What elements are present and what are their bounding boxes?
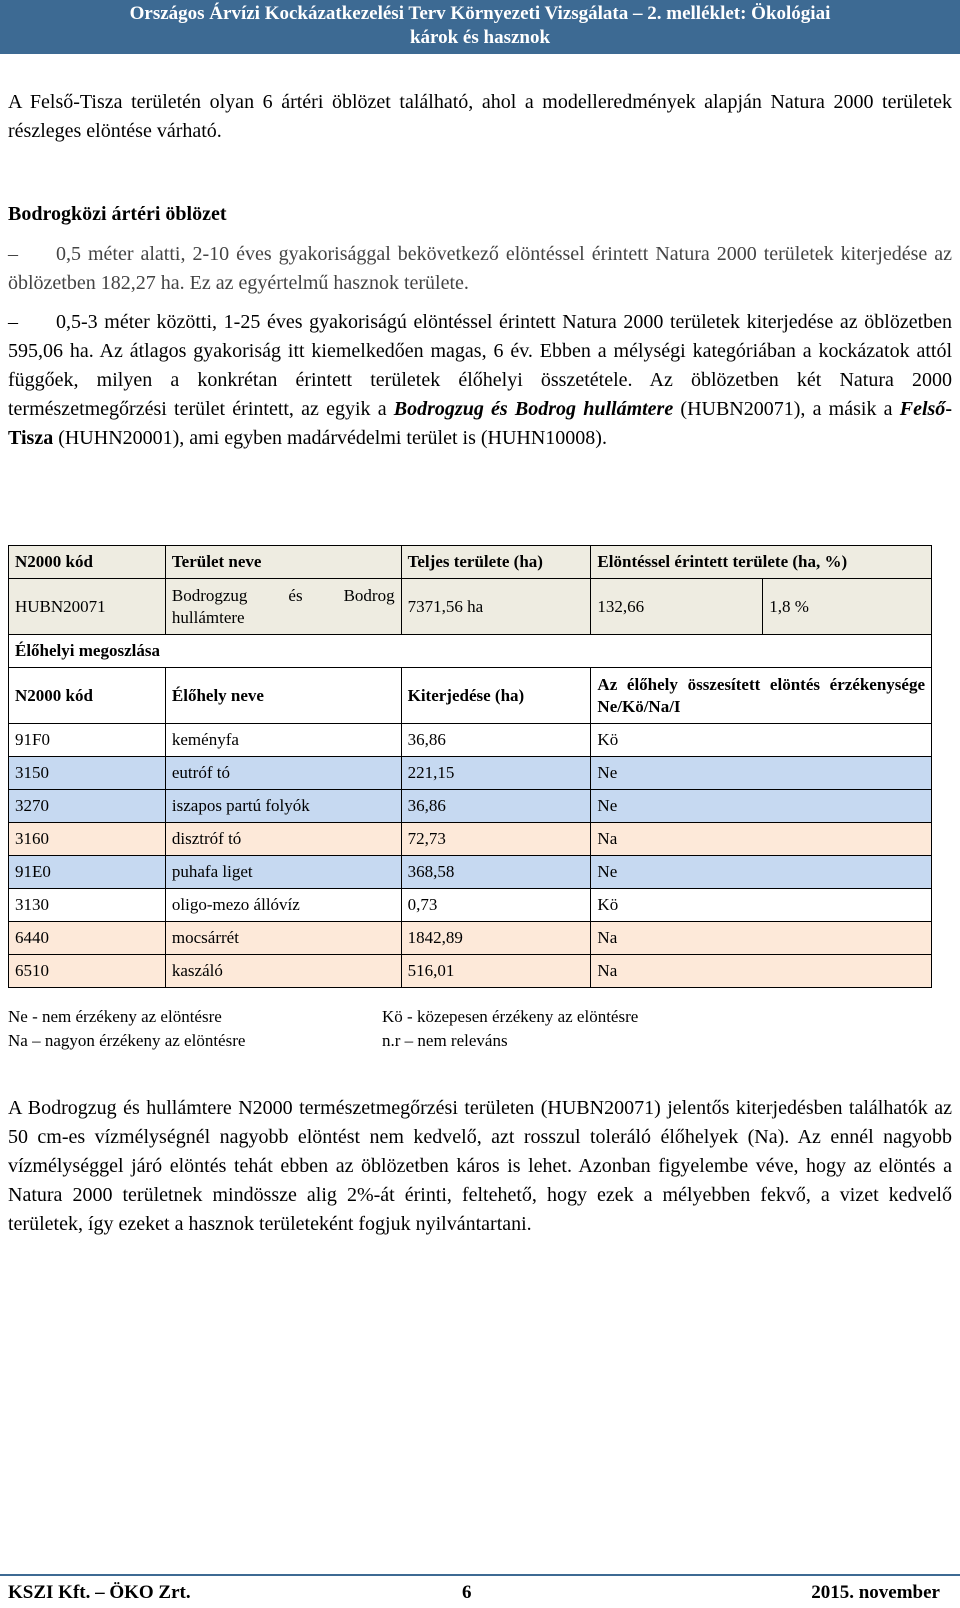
- dash-icon: –: [8, 311, 18, 333]
- row-area: 516,01: [401, 955, 591, 988]
- site-table-header: [9, 546, 932, 579]
- row-area: 0,73: [401, 889, 591, 922]
- row-area: 72,73: [401, 823, 591, 856]
- site-name: Bodrogzug és Bodrog hullámtere: [165, 579, 401, 635]
- table-row: [9, 823, 932, 856]
- col-total: Teljes területe (ha): [401, 546, 591, 579]
- site-total: 7371,56 ha: [401, 579, 591, 635]
- row-sens: Ne: [591, 856, 932, 889]
- site-affected: 132,66: [591, 579, 763, 635]
- table-row: [9, 757, 932, 790]
- row-name: oligo-mezo állóvíz: [165, 889, 401, 922]
- row-code: 3150: [9, 757, 166, 790]
- row-sens: Ne: [591, 757, 932, 790]
- bullet-1: [8, 240, 952, 298]
- row-area: 36,86: [401, 724, 591, 757]
- bullet-2: [8, 308, 952, 453]
- col-name: Terület neve: [165, 546, 401, 579]
- table-row: [9, 922, 932, 955]
- col2-code: N2000 kód: [9, 668, 166, 724]
- bullet-2-text-c: (HUBN20071), a másik a: [673, 398, 900, 420]
- row-name: keményfa: [165, 724, 401, 757]
- legend-ne: Ne - nem érzékeny az elöntésre: [8, 1007, 222, 1026]
- header-line1: Országos Árvízi Kockázatkezelési Terv Környezeti Vizsgálata – 2. melléklet: Ökológiai: [129, 3, 831, 24]
- row-sens: Na: [591, 922, 932, 955]
- table-row: [9, 856, 932, 889]
- footer-date: 2015. november: [811, 1582, 940, 1603]
- row-name: puhafa liget: [165, 856, 401, 889]
- site-percent: 1,8 %: [763, 579, 932, 635]
- col2-sens: Az élőhely összesített elöntés érzékenysége Ne/Kö/Na/I: [591, 668, 932, 724]
- row-sens: Ne: [591, 790, 932, 823]
- row-sens: Kö: [591, 889, 932, 922]
- bullet-2-site1: Bodrogzug és Bodrog hullámtere: [393, 398, 674, 420]
- row-area: 368,58: [401, 856, 591, 889]
- conclusion-paragraph: A Bodrogzug és hullámtere N2000 természetmegőrzési területen (HUBN20071) jelentős kiterjedésben találhatók az 50 cm-es vízmélységnél nagyobb elöntést nem kedvelő, azt rosszul toleráló élőhelyek (Na). Az ennél nagyobb vízmélységgel járó elöntés tehát ebben az öblözetben káros is lehet. Azonban figyelembe véve, hogy az elöntés a Natura 2000 területnek mindössze alig 2%-át érinti, feltehető, hogy ezek a mélyebben fekvő, a vizet kedvelő területek, így ezeket a hasznok területeként fogjuk nyilvántartani.: [8, 1097, 952, 1235]
- habitat-header: [9, 668, 932, 724]
- row-code: 3160: [9, 823, 166, 856]
- row-name: mocsárrét: [165, 922, 401, 955]
- intro-paragraph: A Felső-Tisza területén olyan 6 ártéri öblözet található, ahol a modelleredmények alapján Natura 2000 területek részleges elöntése várható.: [8, 91, 952, 142]
- row-name: eutróf tó: [165, 757, 401, 790]
- col-affected: Elöntéssel érintett területe (ha, %): [591, 546, 932, 579]
- table-row: [9, 955, 932, 988]
- col2-area: Kiterjedése (ha): [401, 668, 591, 724]
- row-name: disztróf tó: [165, 823, 401, 856]
- legend-nr: n.r – nem releváns: [382, 1031, 508, 1050]
- bullet-2-text-a: 0,5-3 méter közötti, 1-25 éves gyakoriságú elöntéssel érintett Natura 2000 területek kiterjedése az öblözetben 595,06 ha. Az átlagos gyakoriság itt kiemelkedően magas, 6 év. Ebben a mélységi kategóriában a kockázatok attól függőek, milyen a konkrétan érintett területek élőhelyi összetétele. Az öblözetben két Natura 2000 természetmegőrzési terület érintett, az egyik a: [8, 311, 952, 420]
- section-row: [9, 635, 932, 668]
- habitat-section-label: Élőhelyi megoszlása: [9, 635, 932, 668]
- header-line2: károk és hasznok: [409, 27, 551, 48]
- site-code: HUBN20071: [9, 579, 166, 635]
- col2-name: Élőhely neve: [165, 668, 401, 724]
- row-code: 91F0: [9, 724, 166, 757]
- row-area: 221,15: [401, 757, 591, 790]
- row-code: 3270: [9, 790, 166, 823]
- bullet-2-text-f: (HUHN20001), ami egyben madárvédelmi terület is (HUHN10008).: [53, 427, 607, 449]
- col-code: N2000 kód: [9, 546, 166, 579]
- row-code: 6440: [9, 922, 166, 955]
- section-title: Bodrogközi ártéri öblözet: [8, 203, 227, 225]
- legend-right: [382, 1005, 638, 1053]
- row-sens: Na: [591, 955, 932, 988]
- site-row: [9, 579, 932, 635]
- row-code: 91E0: [9, 856, 166, 889]
- page-footer: [0, 1574, 960, 1608]
- row-name: iszapos partú folyók: [165, 790, 401, 823]
- table-row: [9, 790, 932, 823]
- row-code: 6510: [9, 955, 166, 988]
- footer-company: KSZI Kft. – ÖKO Zrt.: [8, 1582, 191, 1603]
- row-name: kaszáló: [165, 955, 401, 988]
- site-table: [8, 545, 932, 988]
- table-row: [9, 889, 932, 922]
- row-code: 3130: [9, 889, 166, 922]
- bullet-1-text: 0,5 méter alatti, 2-10 éves gyakorisággal bekövetkező elöntéssel érintett Natura 2000 területek kiterjedése az öblözetben 182,27 ha. Ez az egyértelmű hasznok területe.: [8, 243, 952, 294]
- bullet-2-site2-italic: Felső: [899, 398, 946, 420]
- footer-page-number: 6: [462, 1582, 472, 1603]
- legend-na: Na – nagyon érzékeny az elöntésre: [8, 1031, 246, 1050]
- dash-icon: –: [8, 243, 18, 265]
- legend-ko: Kö - közepesen érzékeny az elöntésre: [382, 1007, 639, 1026]
- row-area: 1842,89: [401, 922, 591, 955]
- page-header: [0, 0, 960, 54]
- table-row: [9, 724, 932, 757]
- row-area: 36,86: [401, 790, 591, 823]
- legend-left: [8, 1005, 245, 1053]
- bullet-2-site2: -Tisza: [8, 398, 952, 449]
- row-sens: Na: [591, 823, 932, 856]
- row-sens: Kö: [591, 724, 932, 757]
